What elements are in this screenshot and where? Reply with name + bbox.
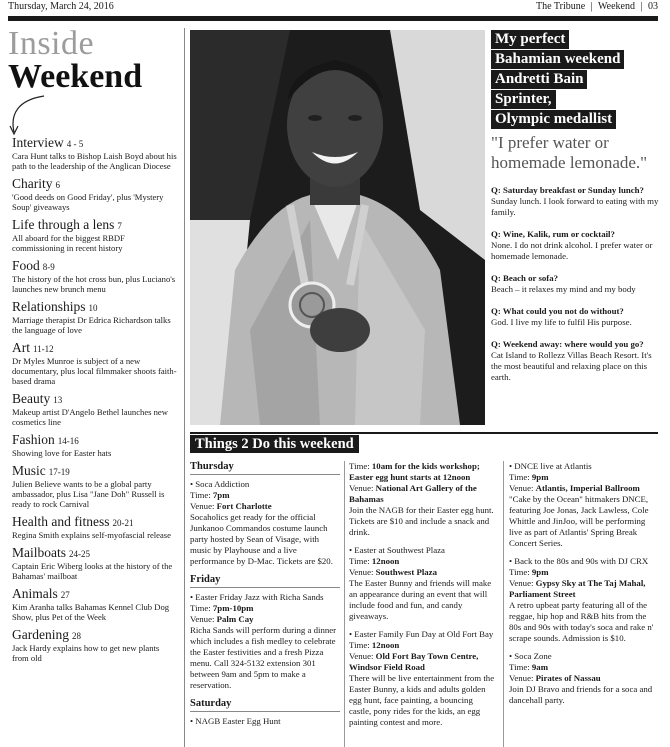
event-item: • Easter at Southwest Plaza Time: 12noon Venue: Southwest Plaza The Easter Bunny and friends will make an appearance during an event that will include food and fun, and candy giveaways.	[349, 545, 492, 621]
toc-item[interactable]: Interview 4 - 5 Cara Hunt talks to Bishop Laish Boyd about his path to the leadership of the Anglican Diocese	[12, 135, 177, 171]
table-of-contents	[12, 136, 178, 669]
page-number: 03	[648, 1, 658, 12]
toc-item[interactable]: Food 8-9 The history of the hot cross bun, plus Luciano's launches new brunch menu	[12, 258, 176, 294]
toc-item[interactable]: Art 11-12 Dr Myles Munroe is subject of a new documentary, plus local filmmaker shoots faith-based drama	[12, 340, 177, 386]
feature-headline	[491, 30, 667, 130]
toc-item[interactable]: Beauty 13 Makeup artist D'Angelo Bethel launches new cosmetics line	[12, 391, 168, 427]
header-rule	[8, 16, 658, 21]
toc-item[interactable]: Life through a lens 7 All aboard for the biggest RBDF commissioning in recent history	[12, 217, 125, 253]
qa-pair: Q: Beach or sofa? Beach – it relaxes my mind and my body	[491, 273, 636, 294]
column-divider	[184, 28, 185, 747]
toc-item[interactable]: Music 17-19 Julien Believe wants to be a global party ambassador, plus Lisa "Jane Doh" Russell is ready to rock Carnival	[12, 463, 165, 509]
qa-pair: Q: Saturday breakfast or Sunday lunch? Sunday lunch. I look forward to eating with my family.	[491, 185, 659, 217]
athlete-photo	[190, 30, 485, 425]
subhead-line: Olympic medallist	[491, 110, 616, 129]
toc-item[interactable]: Health and fitness 20-21 Regina Smith explains self-myofascial release	[12, 514, 171, 540]
pull-quote: "I prefer water or homemade lemonade."	[491, 133, 648, 172]
qa-pair: Q: Weekend away: where would you go? Cat Island to Rollezz Villas Beach Resort. It's the most beautiful and relaxing place on this earth.	[491, 339, 652, 382]
header-right: The Tribune | Weekend | 03	[536, 1, 658, 12]
qa-pair: Q: What could you not do without? God. I live my life to fulfil His purpose.	[491, 306, 632, 327]
column-divider	[344, 461, 345, 747]
events-column-1	[190, 461, 340, 734]
toc-item[interactable]: Fashion 14-16 Showing love for Easter hats	[12, 432, 112, 458]
headline-line: Bahamian weekend	[491, 50, 624, 69]
athlete-photo-illustration	[190, 30, 485, 425]
section-name: Weekend	[598, 1, 635, 12]
subhead-line: Sprinter,	[491, 90, 556, 109]
event-item: • Soca Zone Time: 9am Venue: Pirates of Nassau Join DJ Bravo and friends for a soca and dancehall party.	[509, 651, 653, 705]
toc-item[interactable]: Gardening 28 Jack Hardy explains how to get new plants from old	[12, 627, 160, 663]
curved-arrow-icon	[8, 94, 48, 138]
event-item: Time: 10am for the kids workshop; Easter egg hunt starts at 12noon Venue: National Art Gallery of the Bahamas Join the NAGB for their Easter egg hunt. Tickets are $10 and include a snack and drink.	[349, 461, 494, 537]
masthead-weekend: Weekend	[8, 58, 143, 95]
qa-pair: Q: Wine, Kalik, rum or cocktail? None. I do not drink alcohol. I prefer water or homemade lemonade.	[491, 229, 653, 261]
event-item: • NAGB Easter Egg Hunt	[190, 716, 281, 726]
qa-section	[491, 185, 661, 394]
day-heading: Saturday	[190, 698, 340, 712]
column-divider	[503, 461, 504, 747]
toc-item[interactable]: Animals 27 Kim Aranha talks Bahamas Kennel Club Dog Show, plus Pet of the Week	[12, 586, 170, 622]
day-heading: Friday	[190, 574, 340, 588]
subhead-line: Andretti Bain	[491, 70, 587, 89]
events-column-3	[509, 461, 659, 713]
toc-item[interactable]: Mailboats 24-25 Captain Eric Wiberg looks at the history of the Bahamas' mailboat	[12, 545, 173, 581]
things-rule	[190, 432, 658, 434]
toc-item[interactable]: Charity 6 'Good deeds on Good Friday', plus 'Mystery Soup' giveaways	[12, 176, 164, 212]
events-column-2	[349, 461, 497, 735]
event-item: • Easter Family Fun Day at Old Fort Bay Time: 12noon Venue: Old Fort Bay Town Centre, Windsor Field Road There will be live entertainment from the Easter Bunny, a kids and adults golden egg hunt, face painting, a bouncing castle, pony rides for the kids, an egg painting contest and more.	[349, 629, 495, 727]
day-heading: Thursday	[190, 461, 340, 475]
event-item: • DNCE live at Atlantis Time: 9pm Venue: Atlantis, Imperial Ballroom "Cake by the Ocean" hitmakers DNCE, featuring Joe Jonas, Jack Lawless, Cole Whittle and JinJoo, will be performing live as part of Atlantis' Spring Break Concert Series.	[509, 461, 649, 548]
headline-line: My perfect	[491, 30, 569, 49]
issue-date: Thursday, March 24, 2016	[8, 1, 114, 12]
contents-column	[8, 25, 178, 747]
masthead-inside: Inside	[8, 25, 95, 62]
event-item: • Soca Addiction Time: 7pm Venue: Fort Charlotte Socaholics get ready for the official Junkanoo Commandos costume launch party hosted by Sean of Visage, with music by Playhouse and a live performance by D-Mac. Tickets are $20.	[190, 479, 333, 566]
toc-item[interactable]: Relationships 10 Marriage therapist Dr Edrica Richardson talks the language of love	[12, 299, 171, 335]
things-heading: Things 2 Do this weekend	[190, 435, 359, 453]
paper-name: The Tribune	[536, 1, 586, 12]
event-item: • Back to the 80s and 90s with DJ CRX Time: 9pm Venue: Gypsy Sky at The Taj Mahal, Parliament Street A retro upbeat party featuring all of the reggae, hip hop and R&B hits from the 80s and 90s with today's soca and rake n' scrape sounds. Admission is $10.	[509, 556, 654, 643]
page-header	[8, 0, 658, 14]
event-item: • Easter Friday Jazz with Richa Sands Time: 7pm-10pm Venue: Palm Cay Richa Sands will perform during a dinner which includes a fish medley to celebrate the Easter festivities and a fresh Pizza menu. Call 324-5132 extension 301 between 9am and 5pm to make a reservation.	[190, 592, 337, 690]
